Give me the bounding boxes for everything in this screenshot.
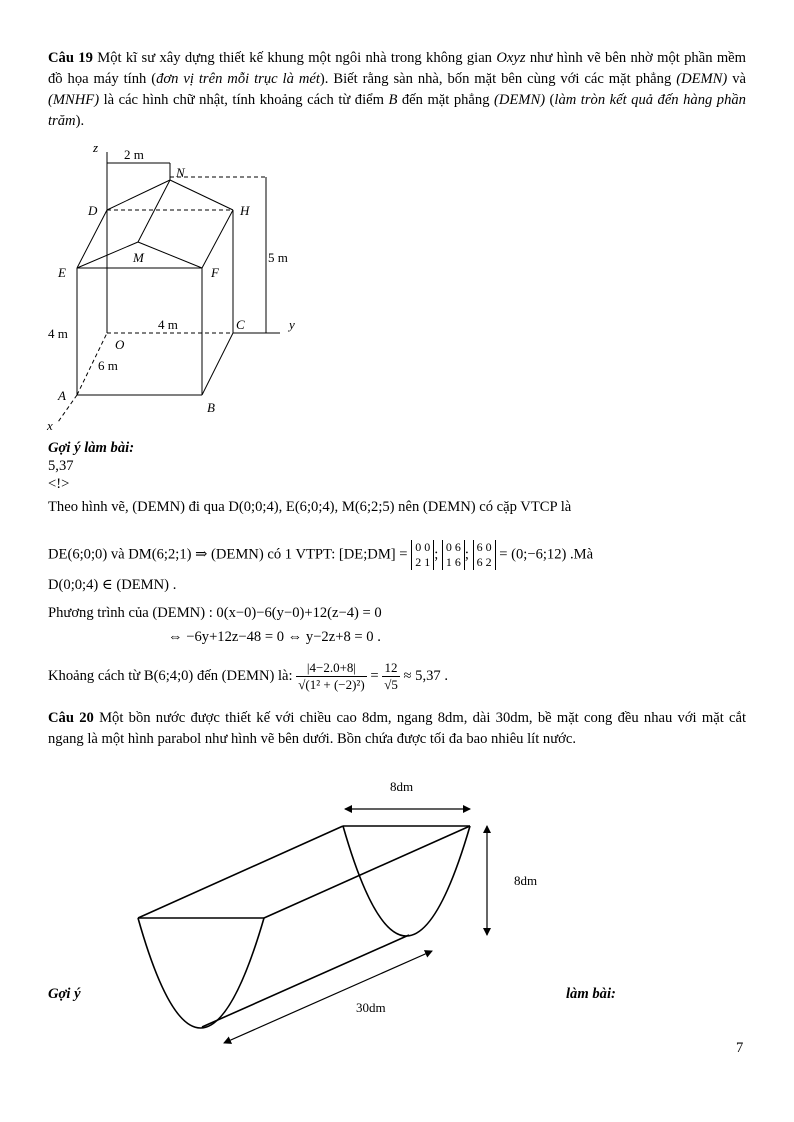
edge-MF: [138, 242, 202, 268]
label-C: C: [236, 317, 245, 332]
label-6m: 6 m: [98, 358, 118, 373]
right-long-edge: [264, 826, 470, 918]
hint-19-line5: ⇔ −6y+12z−48 = 0 ⇔ y−2z+8 = 0 .: [168, 629, 381, 645]
label-z: z: [93, 140, 99, 155]
hint-19-line1: Theo hình vẽ, (DEMN) đi qua D(0;0;4), E(6;0;4), M(6;2;5) nên (DEMN) có cặp VTCP là: [48, 499, 572, 515]
edge-MN: [138, 180, 170, 242]
label-H: H: [240, 203, 250, 218]
label-F: F: [211, 265, 219, 280]
page-number: 7: [736, 1040, 744, 1056]
distance-fraction: $\frac{|4-2.0+8|}{\text{√(1² + (−2)²)}}$: [298, 660, 365, 692]
hint-19-comment: <!>: [48, 476, 70, 492]
hint-19-title: Gợi ý làm bài:: [48, 440, 135, 456]
label-5m: 5 m: [268, 250, 288, 265]
left-long-edge: [138, 826, 343, 918]
edge-ED: [77, 210, 107, 268]
label-O: O: [115, 337, 125, 352]
label-B: B: [207, 400, 215, 415]
label-4m-left: 4 m: [48, 326, 68, 341]
label-y: y: [289, 317, 295, 332]
label-A: A: [58, 388, 66, 403]
label-D: D: [88, 203, 98, 218]
hint-19-line4: Phương trình của (DEMN) : 0(x−0)−6(y−0)+12(z−4) = 0: [48, 605, 382, 621]
det-2: 0 6 1 6: [442, 540, 465, 570]
hint-19-line3: D(0;0;4) ∈ (DEMN) .: [48, 577, 177, 593]
house-frame-figure: [40, 140, 310, 440]
edge-FH: [202, 210, 233, 268]
hint-20-title-right: làm bài:: [566, 986, 616, 1002]
water-tank-figure: [120, 770, 560, 1060]
simplified-fraction: $\frac{12}{√5}$: [384, 660, 398, 692]
det-1: 0 0 2 1: [411, 540, 434, 570]
label-2m: 2 m: [124, 147, 144, 162]
edge-BC: [202, 333, 233, 395]
label-M: M: [133, 250, 144, 265]
hint-19-line6: Khoảng cách từ B(6;4;0) đến (DEMN) là: $\frac{|4-2.0+8|}{\text{√(1² + (−2)²)}}$ = $\frac{12}{√5}$ ≈ 5,37 .: [48, 660, 448, 692]
question-20: Câu 20 Một bồn nước được thiết kế với chiều cao 8dm, ngang 8dm, dài 30dm, bề mặt cong đều nhau với mặt cắt ngang là một hình parabol như hình vẽ bên dưới. Bồn chứa được tối đa bao nhiêu lít nước.: [48, 710, 747, 747]
label-30dm: 30dm: [356, 1000, 386, 1015]
edge-NH: [170, 180, 233, 210]
question-19: Câu 19 Một kĩ sư xây dựng thiết kế khung một ngôi nhà trong không gian Oxyz như hình vẽ bên nhờ một phần mềm đồ họa máy tính (đơn vị trên mỗi trục là mét). Biết rằng sàn nhà, bốn mặt bên cùng với các mặt phẳng (DEMN) và (MNHF) là các hình chữ nhật, tính khoảng cách từ điểm B đến mặt phẳng (DEMN) (làm tròn kết quả đến hàng phần trăm).: [48, 50, 747, 129]
label-8dm-top: 8dm: [390, 779, 414, 794]
label-4m-mid: 4 m: [158, 317, 178, 332]
label-E: E: [58, 265, 66, 280]
edge-DN: [107, 180, 170, 210]
det-3: 6 0 6 2: [473, 540, 496, 570]
label-x: x: [47, 418, 53, 433]
back-parabola: [343, 826, 470, 936]
question-20-label: Câu 20: [48, 710, 94, 726]
hint-19-answer: 5,37: [48, 458, 74, 474]
label-N: N: [176, 165, 185, 180]
dim-length-arrow: [224, 951, 432, 1043]
front-parabola: [138, 918, 264, 1028]
hint-20-title-left: Gợi ý: [48, 986, 81, 1002]
hint-19-line2: DE(6;0;0) và DM(6;2;1) ⇒ (DEMN) có 1 VTPT: [DE;DM] = 0 0 2 1 ; 0 6 1 6 ; 6 0 6 2 = (0;−6;12) .Mà: [48, 540, 594, 569]
question-19-label: Câu 19: [48, 50, 93, 66]
label-8dm-right: 8dm: [514, 873, 538, 888]
